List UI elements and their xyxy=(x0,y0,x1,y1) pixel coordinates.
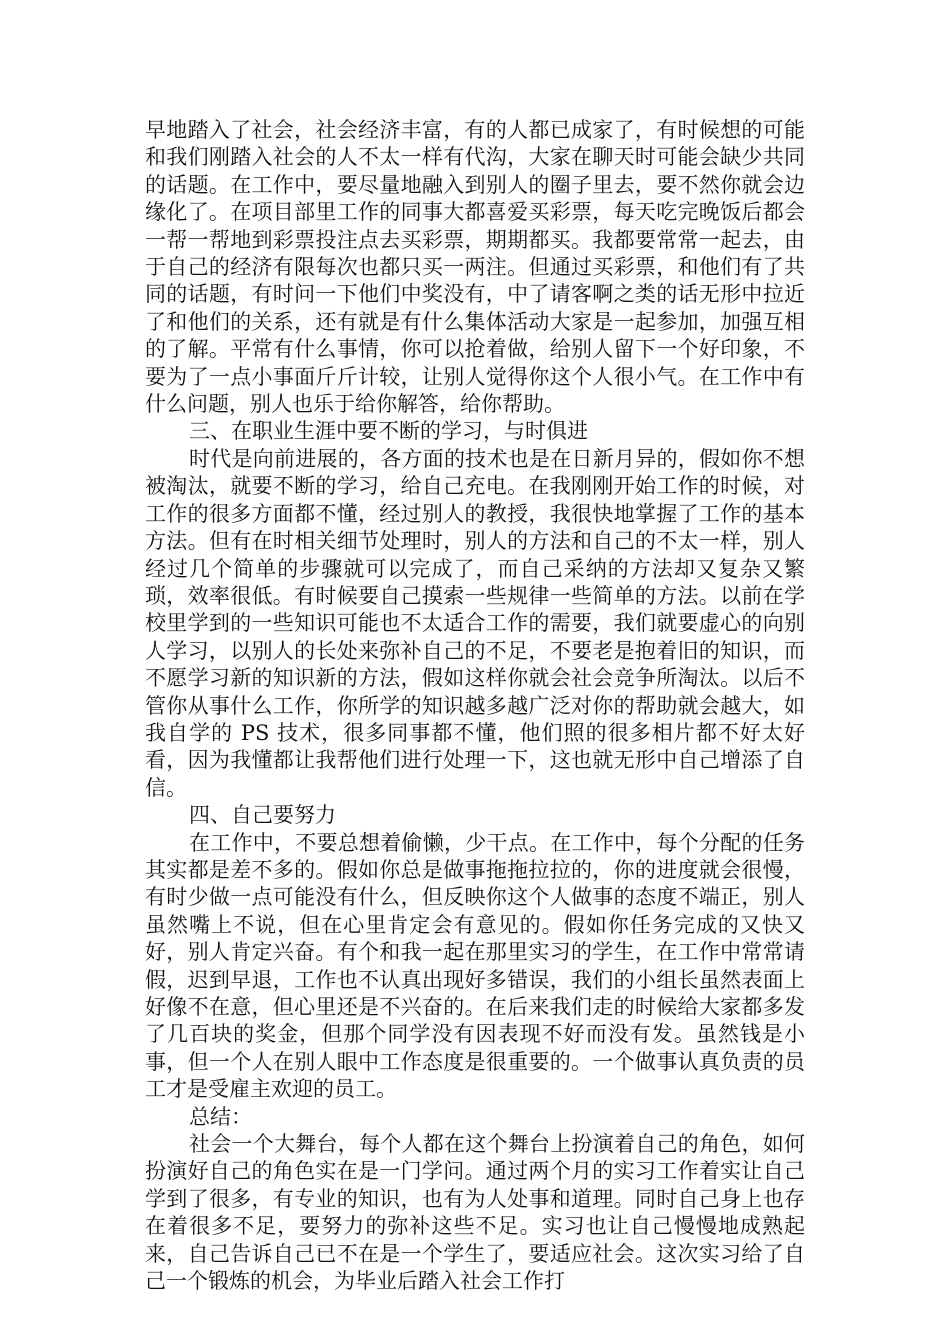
paragraph-continuous-learning: 时代是向前进展的，各方面的技术也是在日新月异的，假如你不想被淘汰，就要不断的学习，给自己充电。在我刚刚开始工作的时候，对工作的很多方面都不懂，经过别人的教授，我很快地掌握了工作的基本方法。但有在时相关细节处理时，别人的方法和自己的不太一样，别人经过几个简单的步骤就可以完成了，而自己采纳的方法却又复杂又繁琐，效率很低。有时候要自己摸索一些规律一些简单的方法。以前在学校里学到的一些知识可能也不太适合工作的需要，我们就要虚心的向别人学习，以别人的长处来弥补自己的不足，不要老是抱着旧的知识，而不愿学习新的知识新的方法，假如这样你就会社会竞争所淘汰。以后不管你从事什么工作，你所学的知识越多越广泛对你的帮助就会越大，如我自学的 PS 技术，很多同事都不懂，他们照的很多相片都不好太好看，因为我懂都让我帮他们进行处理一下，这也就无形中自己增添了自信。 xyxy=(145,446,805,800)
section-heading-summary: 总结： xyxy=(189,1104,252,1129)
paragraph-self-effort: 在工作中，不要总想着偷懒，少干点。在工作中，每个分配的任务其实都是差不多的。假如你总是做事拖拖拉拉的，你的进度就会很慢，有时少做一点可能没有什么，但反映你这个人做事的态度不端正，别人虽然嘴上不说，但在心里肯定会有意见的。假如你任务完成的又快又好，别人肯定兴奋。有个和我一起在那里实习的学生，在工作中常常请假，迟到早退，工作也不认真出现好多错误，我们的小组长虽然表面上好像不在意，但心里还是不兴奋的。在后来我们走的时候给大家都多发了几百块的奖金，但那个同学没有因表现不好而没有发。虽然钱是小事，但一个人在别人眼中工作态度是很重要的。一个做事认真负责的员工才是受雇主欢迎的员工。 xyxy=(145,830,805,1102)
section-heading-continuous-learning: 三、在职业生涯中要不断的学习，与时俱进 xyxy=(189,419,588,444)
paragraph-social-integration: 早地踏入了社会，社会经济丰富，有的人都已成家了，有时候想的可能和我们刚踏入社会的人不太一样有代沟，大家在聊天时可能会缺少共同的话题。在工作中，要尽量地融入到别人的圈子里去，要不然你就会边缘化了。在项目部里工作的同事大都喜爱买彩票，每天吃完晚饭后都会一帮一帮地到彩票投注点去买彩票，期期都买。我都要常常一起去，由于自己的经济有限每次也都只买一两注。但通过买彩票，和他们有了共同的话题，有时问一下他们中奖没有，中了请客啊之类的话无形中拉近了和他们的关系，还有就是有什么集体活动大家是一起参加，加强互相的了解。平常有什么事情，你可以抢着做，给别人留下一个好印象，不要为了一点小事面斤斤计较，让别人觉得你这个人很小气。在工作中有什么问题，别人也乐于给你解答，给你帮助。 xyxy=(145,118,805,417)
section-heading-self-effort: 四、自己要努力 xyxy=(189,803,336,828)
document-body xyxy=(145,117,805,1295)
paragraph-summary: 社会一个大舞台，每个人都在这个舞台上扮演着自己的角色，如何扮演好自己的角色实在是一门学问。通过两个月的实习工作着实让自己学到了很多，有专业的知识，也有为人处事和道理。同时自己身上也存在着很多不足，要努力的弥补这些不足。实习也让自己慢慢地成熟起来，自己告诉自己已不在是一个学生了，要适应社会。这次实习给了自己一个锻炼的机会，为毕业后踏入社会工作打 xyxy=(145,1132,805,1294)
